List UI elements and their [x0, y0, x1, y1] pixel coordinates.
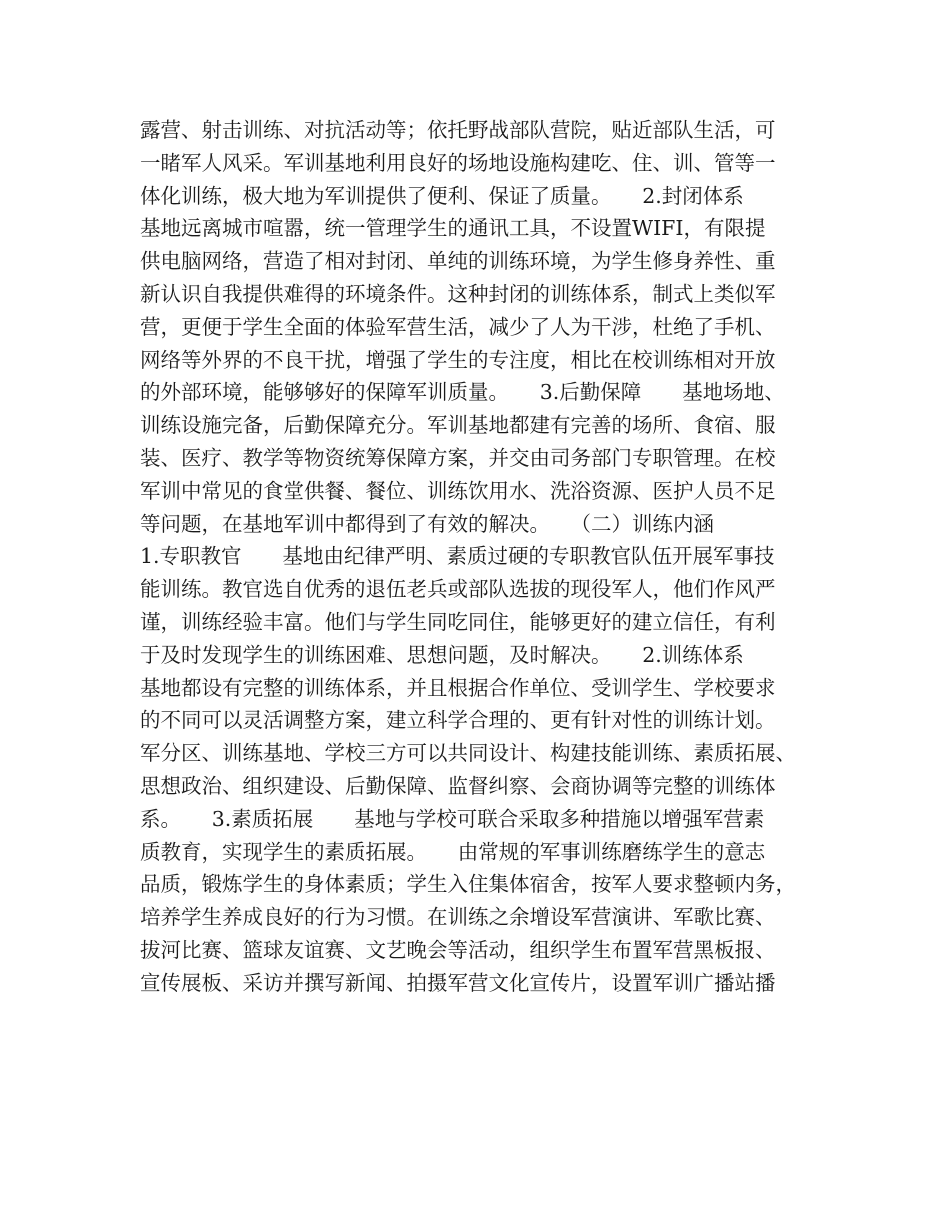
text-line: 一睹军人风采。军训基地利用良好的场地设施构建吃、住、训、管等一 [140, 150, 776, 175]
text-line: 谨，训练经验丰富。他们与学生同吃同住，能够更好的建立信任，有利 [140, 609, 776, 634]
text-line: 培养学生养成良好的行为习惯。在训练之余增设军营演讲、军歌比赛、 [140, 905, 776, 930]
text-line: 装、医疗、教学等物资统筹保障方案，并交由司务部门专职管理。在校 [140, 445, 776, 470]
text-line: 系。 3.素质拓展 基地与学校可联合采取多种措施以增强军营素 [140, 806, 765, 831]
text-line: 供电脑网络，营造了相对封闭、单纯的训练环境，为学生修身养性、重 [140, 249, 776, 274]
body-text [140, 114, 830, 1000]
text-line: 营，更便于学生全面的体验军营生活，减少了人为干涉，杜绝了手机、 [140, 314, 776, 339]
text-line: 新认识自我提供难得的环境条件。这种封闭的训练体系，制式上类似军 [140, 281, 776, 306]
text-line: 露营、射击训练、对抗活动等；依托野战部队营院，贴近部队生活，可 [140, 118, 776, 142]
text-line: 网络等外界的不良干扰，增强了学生的专注度，相比在校训练相对开放 [140, 347, 776, 372]
text-line: 训练设施完备，后勤保障充分。军训基地都建有完善的场所、食宿、服 [140, 413, 776, 438]
text-line: 宣传展板、采访并撰写新闻、拍摄军营文化宣传片，设置军训广播站播 [140, 970, 776, 995]
text-line: 基地远离城市喧嚣，统一管理学生的通讯工具，不设置WIFI，有限提 [140, 216, 766, 241]
text-line: 体化训练，极大地为军训提供了便利、保证了质量。 2.封闭体系 [140, 183, 744, 208]
text-line: 拔河比赛、篮球友谊赛、文艺晚会等活动，组织学生布置军营黑板报、 [140, 937, 776, 962]
text-line: 能训练。教官选自优秀的退伍老兵或部队选拔的现役军人，他们作风严 [140, 577, 776, 602]
text-line: 思想政治、组织建设、后勤保障、监督纠察、会商协调等完整的训练体 [140, 773, 776, 798]
text-line: 军分区、训练基地、学校三方可以共同设计、构建技能训练、素质拓展、 [140, 741, 796, 766]
text-line: 1.专职教官 基地由纪律严明、素质过硬的专职教官队伍开展军事技 [140, 544, 775, 569]
text-line: 等问题，在基地军训中都得到了有效的解决。 （二）训练内涵 [140, 511, 714, 536]
text-line: 的不同可以灵活调整方案，建立科学合理的、更有针对性的训练计划。 [140, 708, 776, 733]
text-line: 的外部环境，能够够好的保障军训质量。 3.后勤保障 基地场地、 [140, 380, 785, 405]
text-line: 军训中常见的食堂供餐、餐位、训练饮用水、洗浴资源、医护人员不足 [140, 478, 776, 503]
text-line: 质教育，实现学生的素质拓展。 由常规的军事训练磨练学生的意志 [140, 839, 766, 864]
text-line: 品质，锻炼学生的身体素质；学生入住集体宿舍，按军人要求整顿内务， [140, 872, 796, 897]
text-line: 基地都设有完整的训练体系，并且根据合作单位、受训学生、学校要求 [140, 675, 776, 700]
text-line: 于及时发现学生的训练困难、思想问题，及时解决。 2.训练体系 [140, 642, 744, 667]
